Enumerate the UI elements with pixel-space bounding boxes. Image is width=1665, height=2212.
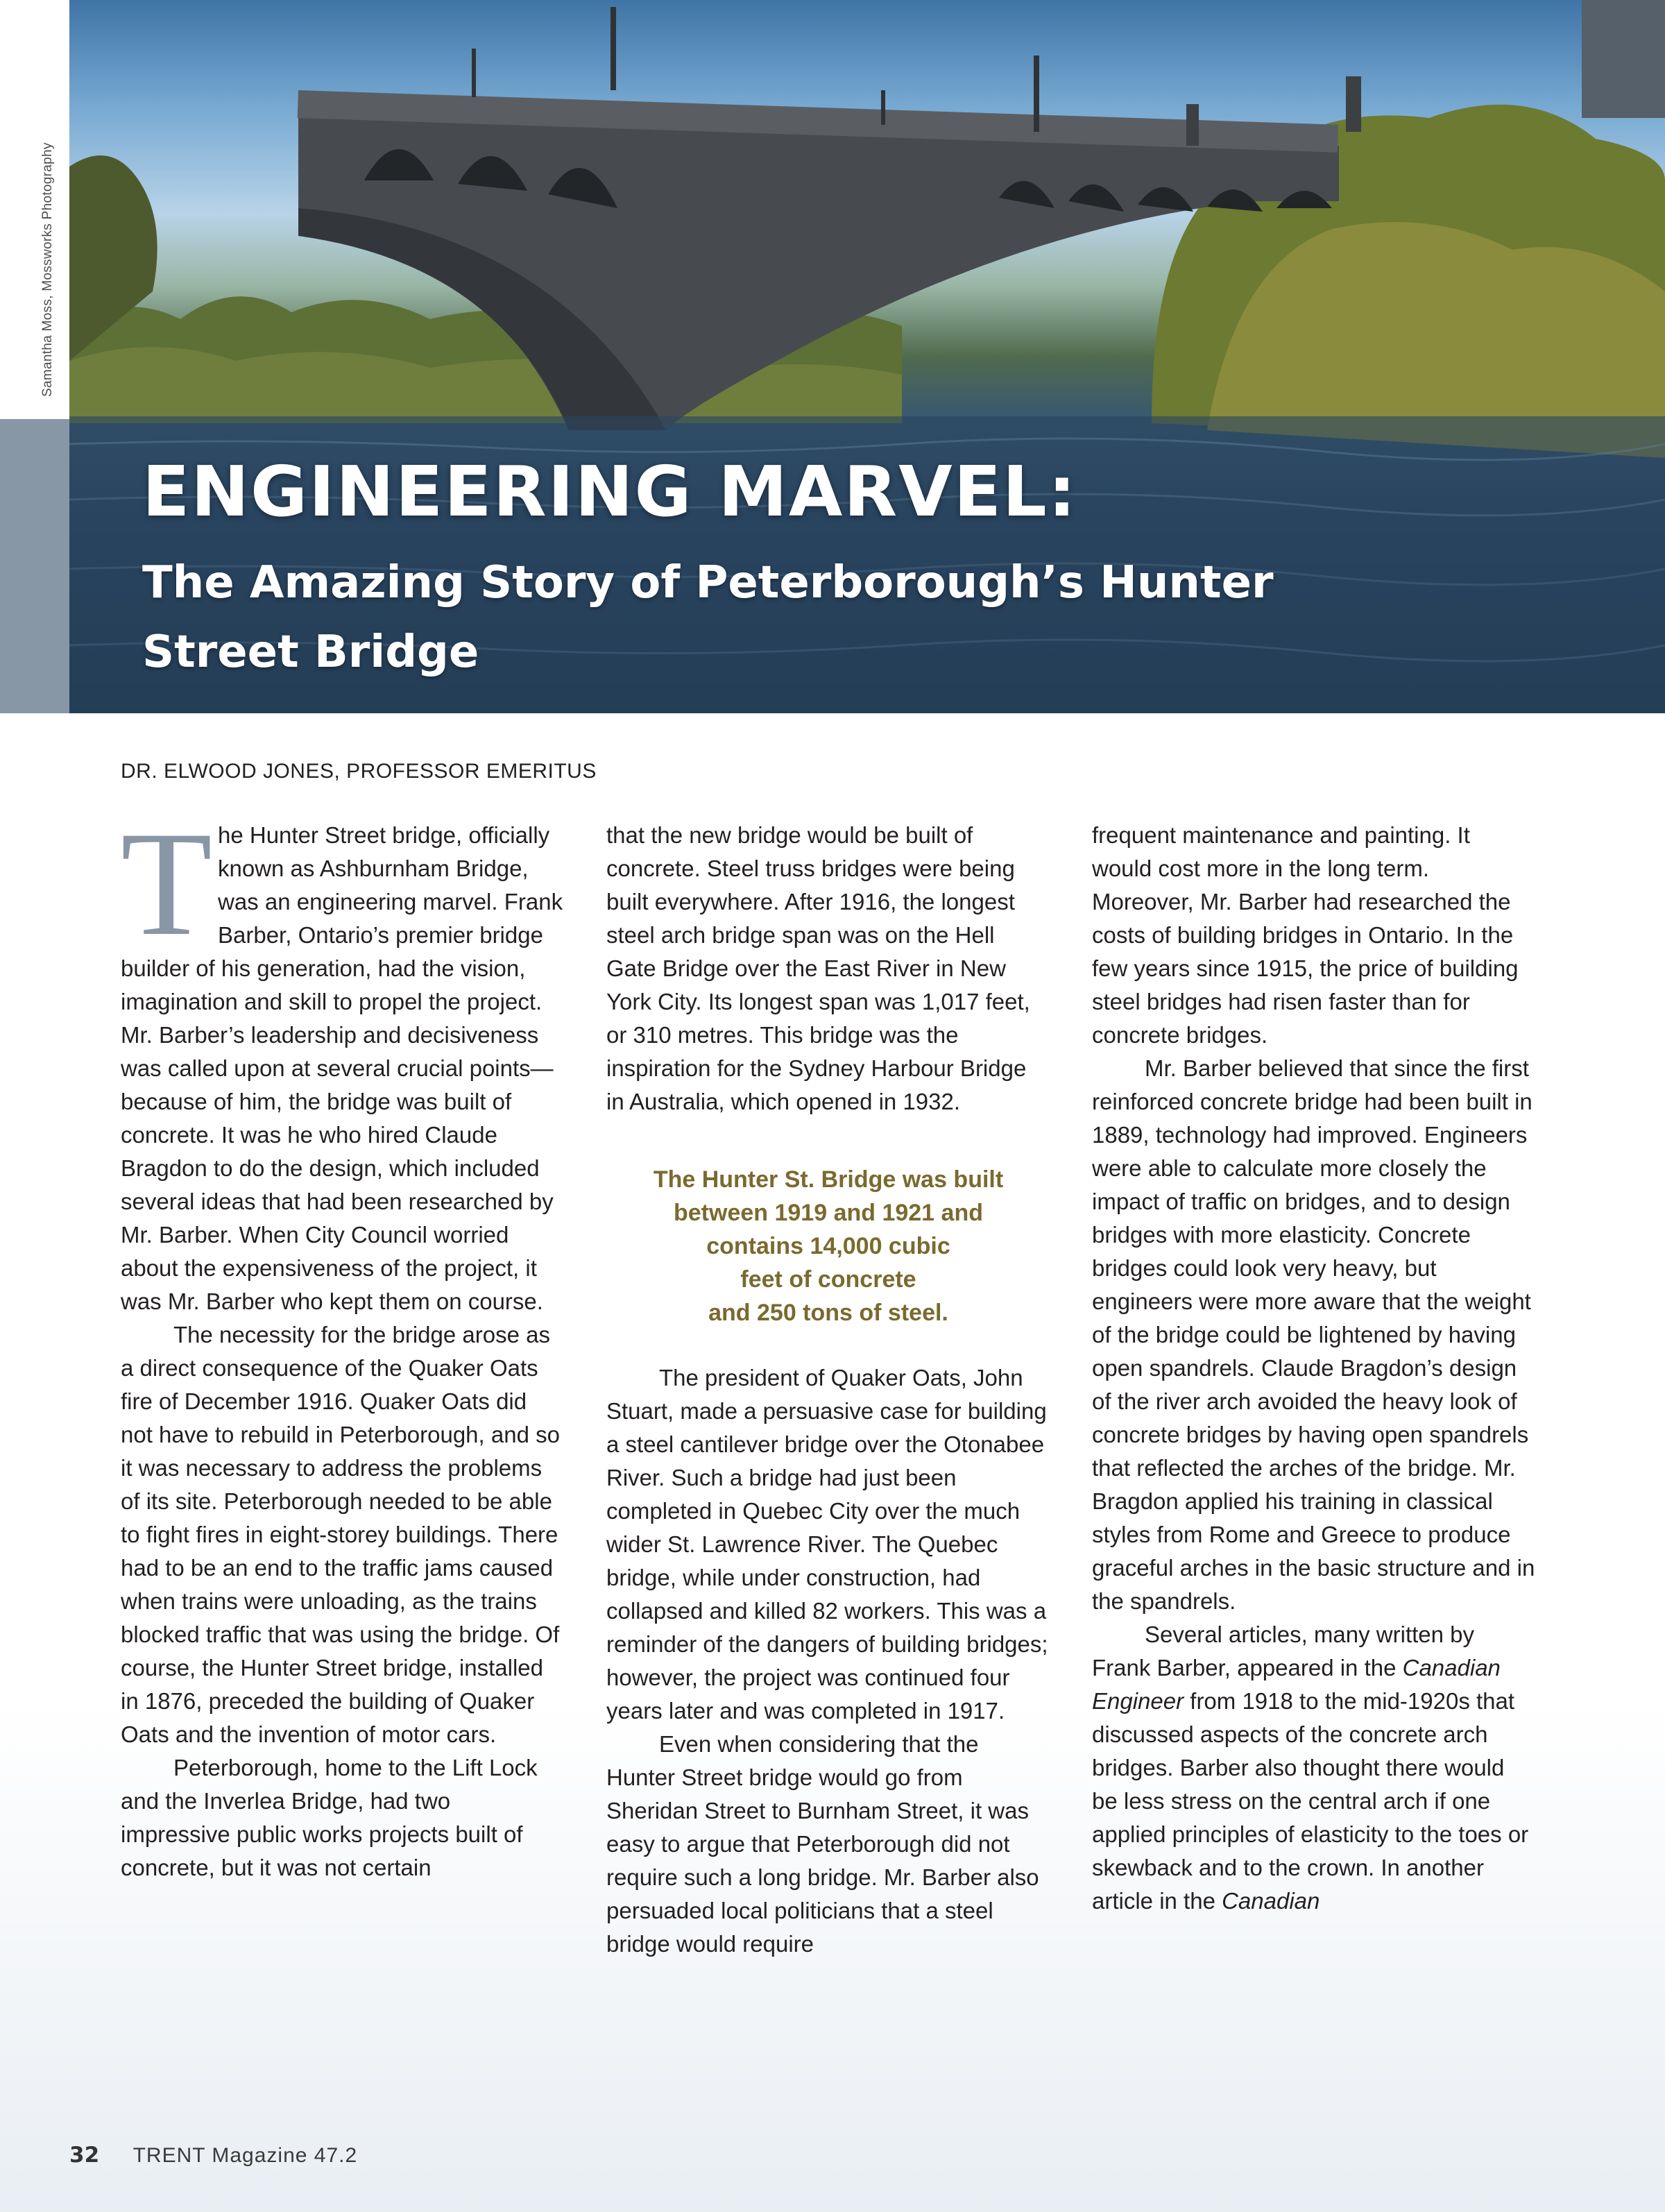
article-column-1 (121, 801, 565, 1885)
pull-quote-line: feet of concrete (740, 1266, 916, 1293)
photo-credit: Samantha Moss, Mossworks Photography (40, 142, 55, 397)
author-byline: DR. ELWOOD JONES, PROFESSOR EMERITUS (121, 760, 597, 783)
article-subtitle: The Amazing Story of Peterborough’s Hunter Street Bridge (142, 557, 1274, 678)
pull-quote-line: and 250 tons of steel. (708, 1300, 948, 1326)
article-column-3 (1092, 819, 1536, 1918)
magazine-name: TRENT Magazine 47.2 (133, 2144, 358, 2167)
paragraph: The president of Quaker Oats, John Stuart, made a persuasive case for building a steel cantilever bridge over the Otonabee River. Such a bridge had just been completed in Quebec City over the much wider St. Lawrence River. The Quebec bridge, while under construction, had collapsed and killed 82 workers. This was a reminder of the dangers of building bridges; however, the project was continued four years later and was completed in 1917. (606, 1365, 1048, 1724)
paragraph-text: from 1918 to the mid-1920s that discussed aspects of the concrete arch bridges. Barber also thought there would be less stress on the central arch if one applied principles of elasticity to the toes or skewback and to the crown. In another article in the (1092, 1688, 1529, 1914)
article-title: ENGINEERING MARVEL: (142, 451, 1077, 532)
publication-title: Canadian (1222, 1888, 1320, 1914)
paragraph: frequent maintenance and painting. It would cost more in the long term. Moreover, Mr. Barber had researched the costs of building bridges in Ontario. In the few years since 1915, the price of building steel bridges had risen faster than for concrete bridges. (1092, 822, 1519, 1048)
side-accent-band (0, 419, 69, 713)
paragraph: Peterborough, home to the Lift Lock and the Inverlea Bridge, had two impressive public works projects built of concrete, but it was not certain (121, 1755, 538, 1880)
pull-quote-line: The Hunter St. Bridge was built (653, 1166, 1004, 1193)
paragraph: Mr. Barber believed that since the first reinforced concrete bridge had been built in 1889, technology had improved. Engineers were able to calculate more closely the impact of traffic on bridges, and to design bridges with more elasticity. Concrete bridges could look very heavy, but engineers were more aware that the weight of the bridge could be lightened by having open spandrels. Claude Bragdon’s design of the river arch avoided the heavy look of concrete bridges by having open spandrels that reflected the arches of the bridge. Mr. Bragdon applied his training in classical styles from Rome and Greece to produce graceful arches in the basic structure and in the spandrels. (1092, 1055, 1535, 1614)
pull-quote (606, 1163, 1050, 1329)
paragraph: Even when considering that the Hunter Street bridge would go from Sheridan Street to Burnham Street, it was easy to argue that Peterborough did not require such a long bridge. Mr. Barber also persuaded local politicians that a steel bridge would require (606, 1731, 1039, 1957)
page-footer (69, 2143, 357, 2168)
paragraph-text: Several articles, many written by Frank Barber, appeared in the (1092, 1622, 1475, 1681)
article-column-2 (606, 819, 1050, 1961)
paragraph (1092, 1618, 1536, 1918)
paragraph: The necessity for the bridge arose as a direct consequence of the Quaker Oats fire of December 1916. Quaker Oats did not have to rebuild in Peterborough, and so it was necessary to address the problems of its site. Peterborough needed to be able to fight fires in eight-storey buildings. There had to be an end to the traffic jams caused when trains were unloading, as the trains blocked traffic that was using the bridge. Of course, the Hunter Street bridge, installed in 1876, preceded the building of Quaker Oats and the invention of motor cars. (121, 1322, 560, 1747)
drop-cap: T (121, 801, 212, 967)
pull-quote-line: contains 14,000 cubic (706, 1233, 950, 1259)
paragraph: he Hunter Street bridge, officially known as Ashburnham Bridge, was an engineering marvel. Frank Barber, Ontario’s premier bridge builder of his generation, had the vision, imagination and skill to propel the project. Mr. Barber’s leadership and decisiveness was called upon at several crucial points—because of him, the bridge was built of concrete. It was he who hired Claude Bragdon to do the design, which included several ideas that had been researched by Mr. Barber. When City Council worried about the expensiveness of the project, it was Mr. Barber who kept them on course. (121, 822, 563, 1314)
publication-title: Canadian Engineer (1092, 1655, 1501, 1714)
page-number: 32 (69, 2143, 100, 2168)
paragraph: that the new bridge would be built of concrete. Steel truss bridges were being built everywhere. After 1916, the longest steel arch bridge span was on the Hell Gate Bridge over the East River in New York City. Its longest span was 1,017 feet, or 310 metres. This bridge was the inspiration for the Sydney Harbour Bridge in Australia, which opened in 1932. (606, 822, 1030, 1114)
pull-quote-line: between 1919 and 1921 and (674, 1200, 983, 1226)
